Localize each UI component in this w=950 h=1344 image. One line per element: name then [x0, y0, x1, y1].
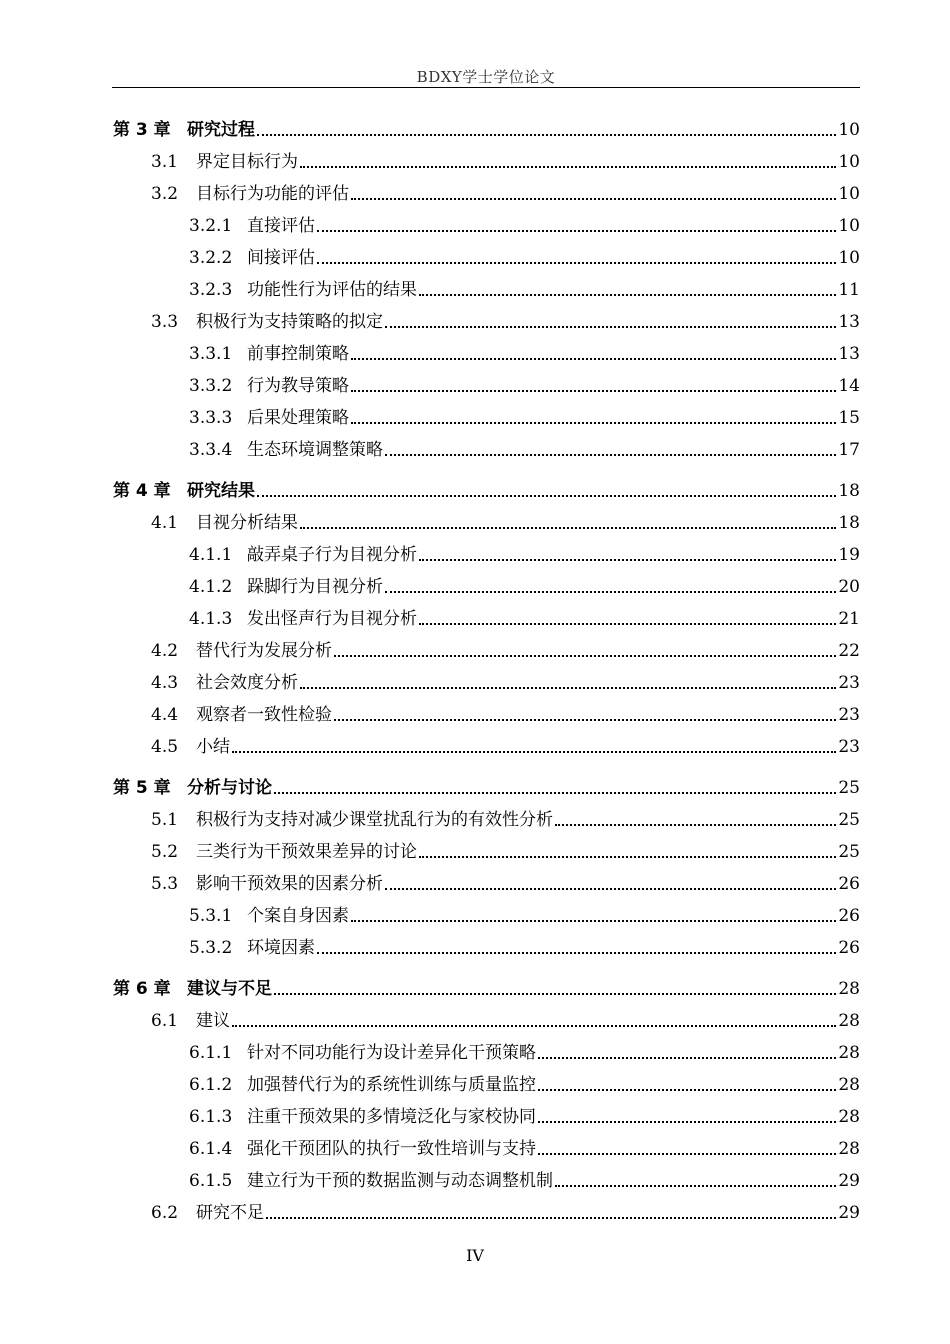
dot-leader — [274, 792, 836, 794]
toc-entry-number: 5.3.1 — [189, 906, 233, 926]
toc-entry-title: 行为教导策略 — [247, 376, 349, 396]
toc-entry-title: 研究结果 — [187, 481, 255, 501]
toc-entry-number: 4.1.1 — [189, 545, 233, 565]
toc-entry-number: 5.3 — [151, 874, 179, 894]
toc-entry-number: 3.3.3 — [189, 408, 233, 428]
toc-entry-number: 4.1 — [151, 513, 179, 533]
dot-leader — [257, 134, 836, 136]
toc-entry-number: 6.1.1 — [189, 1043, 233, 1063]
toc-entry-title: 分析与讨论 — [187, 778, 272, 798]
toc-entry-page: 19 — [838, 545, 860, 565]
toc-entry-title: 积极行为支持对减少课堂扰乱行为的有效性分析 — [196, 810, 553, 830]
toc-entry-title: 加强替代行为的系统性训练与质量监控 — [247, 1075, 536, 1095]
dot-leader — [538, 1121, 836, 1123]
toc-entry-title: 注重干预效果的多情境泛化与家校协同 — [247, 1107, 536, 1127]
toc-entry-title: 影响干预效果的因素分析 — [196, 874, 383, 894]
toc-entry-sub[interactable] — [189, 1168, 860, 1192]
toc-entry-sec[interactable] — [151, 1200, 860, 1224]
toc-entry-page: 10 — [838, 248, 860, 268]
dot-leader — [351, 422, 836, 424]
toc-entry-sub[interactable] — [189, 245, 860, 269]
toc-entry-number: 3.2.2 — [189, 248, 233, 268]
toc-entry-page: 28 — [838, 1139, 860, 1159]
toc-entry-sub[interactable] — [189, 277, 860, 301]
toc-entry-number: 5.3.2 — [189, 938, 233, 958]
toc-entry-number: 3.2.1 — [189, 216, 233, 236]
toc-entry-title: 小结 — [196, 737, 230, 757]
toc-entry-sub[interactable] — [189, 1072, 860, 1096]
dot-leader — [351, 390, 836, 392]
toc-entry-sub[interactable] — [189, 213, 860, 237]
toc-entry-sec[interactable] — [151, 734, 860, 758]
toc-entry-title: 强化干预团队的执行一致性培训与支持 — [247, 1139, 536, 1159]
toc-entry-page: 20 — [838, 577, 860, 597]
toc-entry-title: 三类行为干预效果差异的讨论 — [196, 842, 417, 862]
dot-leader — [300, 166, 836, 168]
toc-entry-sub[interactable] — [189, 405, 860, 429]
toc-entry-sec[interactable] — [151, 871, 860, 895]
toc-entry-title: 敲弄桌子行为目视分析 — [247, 545, 417, 565]
dot-leader — [257, 495, 836, 497]
dot-leader — [274, 993, 836, 995]
toc-entry-number: 4.5 — [151, 737, 179, 757]
toc-entry-title: 个案自身因素 — [247, 906, 349, 926]
dot-leader — [538, 1153, 836, 1155]
toc-entry-number: 3.3.1 — [189, 344, 233, 364]
toc-entry-number: 3.2 — [151, 184, 179, 204]
toc-entry-number: 3.1 — [151, 152, 179, 172]
toc-entry-page: 10 — [838, 120, 860, 140]
toc-entry-number: 6.1.2 — [189, 1075, 233, 1095]
toc-entry-page: 28 — [838, 1107, 860, 1127]
toc-entry-title: 界定目标行为 — [196, 152, 298, 172]
toc-entry-title: 跺脚行为目视分析 — [247, 577, 383, 597]
dot-leader — [266, 1217, 836, 1219]
toc-entry-number: 6.1.3 — [189, 1107, 233, 1127]
toc-entry-sec[interactable] — [151, 181, 860, 205]
toc-entry-page: 15 — [838, 408, 860, 428]
toc-entry-sec[interactable] — [151, 702, 860, 726]
dot-leader — [334, 719, 836, 721]
toc-entry-page: 10 — [838, 152, 860, 172]
toc-entry-sub[interactable] — [189, 1040, 860, 1064]
toc-entry-number: 6.1 — [151, 1011, 179, 1031]
toc-entry-sub[interactable] — [189, 903, 860, 927]
toc-entry-title: 环境因素 — [247, 938, 315, 958]
toc-entry-sub[interactable] — [189, 606, 860, 630]
toc-entry-number: 6.2 — [151, 1203, 179, 1223]
toc-entry-page: 10 — [838, 184, 860, 204]
toc-entry-title: 功能性行为评估的结果 — [247, 280, 417, 300]
dot-leader — [385, 326, 836, 328]
toc-entry-sub[interactable] — [189, 341, 860, 365]
toc-entry-chapter[interactable] — [113, 117, 860, 141]
toc-entry-chapter[interactable] — [113, 478, 860, 502]
dot-leader — [232, 1025, 836, 1027]
dot-leader — [351, 358, 836, 360]
toc-entry-sec[interactable] — [151, 638, 860, 662]
dot-leader — [334, 655, 836, 657]
dot-leader — [555, 1185, 836, 1187]
toc-entry-sub[interactable] — [189, 1104, 860, 1128]
toc-entry-title: 发出怪声行为目视分析 — [247, 609, 417, 629]
dot-leader — [385, 454, 836, 456]
toc-entry-title: 替代行为发展分析 — [196, 641, 332, 661]
toc-entry-sec[interactable] — [151, 309, 860, 333]
toc-entry-page: 13 — [838, 344, 860, 364]
toc-entry-title: 针对不同功能行为设计差异化干预策略 — [247, 1043, 536, 1063]
dot-leader — [385, 888, 836, 890]
dot-leader — [300, 527, 836, 529]
dot-leader — [538, 1089, 836, 1091]
toc-entry-page: 28 — [838, 1043, 860, 1063]
toc-entry-number: 3.3.2 — [189, 376, 233, 396]
toc-entry-number: 4.1.3 — [189, 609, 233, 629]
toc-entry-page: 22 — [838, 641, 860, 661]
toc-entry-title: 研究过程 — [187, 120, 255, 140]
running-header: BDXY学士学位论文 — [416, 68, 556, 86]
dot-leader — [538, 1057, 836, 1059]
toc-entry-sub[interactable] — [189, 935, 860, 959]
toc-entry-chapter[interactable] — [113, 775, 860, 799]
dot-leader — [419, 856, 836, 858]
toc-entry-title: 前事控制策略 — [247, 344, 349, 364]
dot-leader — [317, 952, 836, 954]
toc-entry-number: 5.2 — [151, 842, 179, 862]
toc-entry-page: 23 — [838, 737, 860, 757]
toc-entry-number: 4.4 — [151, 705, 179, 725]
toc-entry-sec[interactable] — [151, 839, 860, 863]
toc-entry-number: 3.2.3 — [189, 280, 233, 300]
toc-entry-page: 17 — [838, 440, 860, 460]
toc-entry-page: 28 — [838, 979, 860, 999]
toc-entry-title: 建立行为干预的数据监测与动态调整机制 — [247, 1171, 553, 1191]
toc-entry-page: 25 — [838, 810, 860, 830]
toc-entry-page: 18 — [838, 513, 860, 533]
toc-entry-page: 26 — [838, 938, 860, 958]
toc-entry-sub[interactable] — [189, 437, 860, 461]
toc-entry-sec[interactable] — [151, 807, 860, 831]
toc-entry-number: 4.3 — [151, 673, 179, 693]
toc-entry-page: 23 — [838, 705, 860, 725]
dot-leader — [317, 262, 836, 264]
toc-entry-number: 第 4 章 — [113, 481, 171, 501]
page-number: IV — [466, 1246, 484, 1265]
toc-entry-title: 研究不足 — [196, 1203, 264, 1223]
toc-entry-sub[interactable] — [189, 542, 860, 566]
toc-entry-page: 28 — [838, 1011, 860, 1031]
toc-entry-title: 目视分析结果 — [196, 513, 298, 533]
toc-entry-title: 目标行为功能的评估 — [196, 184, 349, 204]
toc-entry-number: 6.1.4 — [189, 1139, 233, 1159]
toc-entry-sec[interactable] — [151, 510, 860, 534]
dot-leader — [300, 687, 836, 689]
toc-entry-page: 13 — [838, 312, 860, 332]
toc-entry-title: 直接评估 — [247, 216, 315, 236]
toc-entry-page: 29 — [838, 1203, 860, 1223]
toc-entry-title: 后果处理策略 — [247, 408, 349, 428]
toc-entry-page: 29 — [838, 1171, 860, 1191]
toc-entry-page: 23 — [838, 673, 860, 693]
toc-entry-sub[interactable] — [189, 574, 860, 598]
toc-entry-number: 4.2 — [151, 641, 179, 661]
toc-entry-number: 6.1.5 — [189, 1171, 233, 1191]
toc-entry-chapter[interactable] — [113, 976, 860, 1000]
toc-entry-title: 生态环境调整策略 — [247, 440, 383, 460]
toc-entry-title: 间接评估 — [247, 248, 315, 268]
toc-entry-sub[interactable] — [189, 1136, 860, 1160]
toc-entry-page: 28 — [838, 1075, 860, 1095]
toc-entry-page: 25 — [838, 778, 860, 798]
toc-entry-page: 26 — [838, 906, 860, 926]
toc-entry-page: 11 — [838, 280, 860, 300]
toc-entry-number: 第 5 章 — [113, 778, 171, 798]
dot-leader — [317, 230, 836, 232]
toc-entry-title: 建议 — [196, 1011, 230, 1031]
toc-entry-page: 25 — [838, 842, 860, 862]
dot-leader — [419, 623, 836, 625]
toc-entry-title: 观察者一致性检验 — [196, 705, 332, 725]
toc-entry-title: 积极行为支持策略的拟定 — [196, 312, 383, 332]
dot-leader — [351, 920, 836, 922]
toc-entry-title: 建议与不足 — [187, 979, 272, 999]
toc-entry-sec[interactable] — [151, 670, 860, 694]
dot-leader — [419, 559, 836, 561]
toc-entry-page: 18 — [838, 481, 860, 501]
toc-entry-page: 10 — [838, 216, 860, 236]
toc-entry-number: 3.3 — [151, 312, 179, 332]
dot-leader — [555, 824, 836, 826]
toc-entry-sec[interactable] — [151, 1008, 860, 1032]
dot-leader — [419, 294, 836, 296]
toc-entry-number: 第 6 章 — [113, 979, 171, 999]
dot-leader — [385, 591, 836, 593]
toc-entry-title: 社会效度分析 — [196, 673, 298, 693]
toc-entry-page: 14 — [838, 376, 860, 396]
toc-entry-page: 26 — [838, 874, 860, 894]
toc-entry-sub[interactable] — [189, 373, 860, 397]
toc-entry-number: 4.1.2 — [189, 577, 233, 597]
toc-entry-number: 第 3 章 — [113, 120, 171, 140]
dot-leader — [232, 751, 836, 753]
toc-entry-sec[interactable] — [151, 149, 860, 173]
toc-entry-number: 5.1 — [151, 810, 179, 830]
dot-leader — [351, 198, 836, 200]
toc-entry-page: 21 — [838, 609, 860, 629]
toc-entry-number: 3.3.4 — [189, 440, 233, 460]
